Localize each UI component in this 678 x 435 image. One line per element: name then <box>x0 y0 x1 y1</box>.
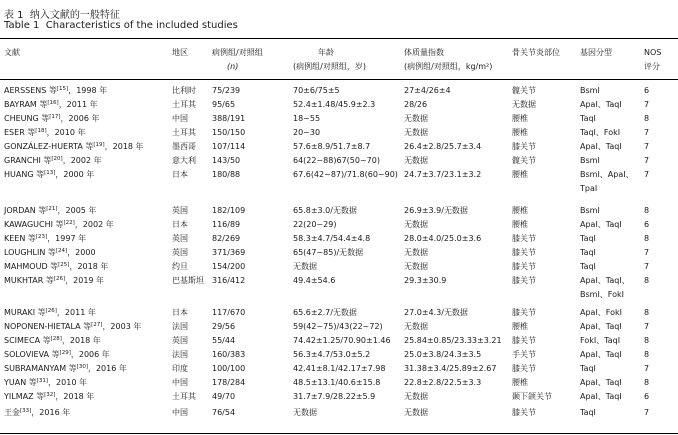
cell-gene: ApaI、TaqI <box>580 350 622 359</box>
cell-nos: 6 <box>644 220 650 229</box>
header-nos-line2: 评分 <box>644 62 660 71</box>
header-region: 地区 <box>172 48 188 57</box>
cell-region: 英国 <box>172 248 188 257</box>
header-joint: 骨关节炎部位 <box>512 48 560 57</box>
cell-bmi: 29.3±30.9 <box>404 276 447 285</box>
cell-n: 75/239 <box>212 86 241 95</box>
cell-n: 95/65 <box>212 100 236 109</box>
cell-gene: BsmI <box>580 156 600 165</box>
cell-n: 180/88 <box>212 170 241 179</box>
table-row <box>0 204 678 218</box>
cell-gene: ApaI、TaqI <box>580 100 622 109</box>
cell-age: 57.6±8.9/51.7±8.7 <box>293 142 371 151</box>
cell-gene: ApaI、TaqI、 <box>580 276 630 285</box>
cell-region: 日本 <box>172 220 188 229</box>
table-row <box>0 126 678 140</box>
cell-gene: TaqI <box>580 248 596 257</box>
header-age-line2: (病例组/对照组，岁) <box>293 62 366 71</box>
cell-gene: BsmI <box>580 86 600 95</box>
table-row <box>0 154 678 168</box>
cell-joint: 手关节 <box>512 350 536 359</box>
cell-joint: 膝关节 <box>512 262 536 271</box>
cell-age: 31.7±7.9/28.22±5.9 <box>293 392 376 401</box>
cell-bmi: 27.0±4.3/无数据 <box>404 308 468 317</box>
cell-age: 65.6±2.7/无数据 <box>293 308 357 317</box>
cell-study: ESER 等[18]，2010 年 <box>4 128 86 137</box>
cell-region: 土耳其 <box>172 392 196 401</box>
cell-region: 英国 <box>172 234 188 243</box>
cell-age: 67.6(42~87)/71.8(60~90) <box>293 170 398 179</box>
cell-study: LOUGHLIN 等[24]，2000 <box>4 248 96 257</box>
cell-age: 18~55 <box>293 114 321 123</box>
caption-en-title: Characteristics of the included studies <box>45 20 238 31</box>
caption-en-label: Table 1 <box>4 20 40 31</box>
cell-n: 82/269 <box>212 234 241 243</box>
cell-gene-cont: TpaI <box>580 184 598 193</box>
table-row <box>0 98 678 112</box>
table-header-rule <box>0 79 678 80</box>
cell-study: SOLOVIEVA 等[29]，2006 年 <box>4 350 110 359</box>
cell-n: 316/412 <box>212 276 246 285</box>
cell-n: 182/109 <box>212 206 246 215</box>
cell-region: 中国 <box>172 378 188 387</box>
cell-bmi: 28/26 <box>404 100 428 109</box>
table-caption-en <box>4 20 238 31</box>
cell-joint: 腰椎 <box>512 322 528 331</box>
cell-n: 371/369 <box>212 248 246 257</box>
cell-age: 20~30 <box>293 128 321 137</box>
cell-gene: ApaI、TaqI <box>580 142 622 151</box>
cell-age: 52.4±1.48/45.9±2.3 <box>293 100 376 109</box>
cell-gene-cont: BsmI、FokI <box>580 290 625 299</box>
cell-n: 178/284 <box>212 378 246 387</box>
table-row-continuation <box>0 183 678 195</box>
table-row <box>0 260 678 274</box>
cell-study: KAWAGUCHI 等[22]，2002 年 <box>4 220 114 229</box>
cell-n: 154/200 <box>212 262 246 271</box>
cell-joint: 颞下颌关节 <box>512 392 552 401</box>
cell-bmi: 26.4±2.8/25.7±3.4 <box>404 142 482 151</box>
caption-cn-title: 纳入文献的一般特征 <box>29 10 120 21</box>
cell-region: 土耳其 <box>172 100 196 109</box>
table-row <box>0 232 678 246</box>
cell-age: 56.3±4.7/53.0±5.2 <box>293 350 371 359</box>
cell-gene: ApaI、TaqI <box>580 392 622 401</box>
table-top-rule <box>0 38 678 39</box>
cell-study: HUANG 等[13]，2000 年 <box>4 170 95 179</box>
cell-gene: TaqI <box>580 114 596 123</box>
table-bottom-rule <box>0 433 678 434</box>
cell-age: 65.8±3.0/无数据 <box>293 206 357 215</box>
cell-study: MAHMOUD 等[25]，2018 年 <box>4 262 109 271</box>
cell-study: KEEN 等[23]，1997 年 <box>4 234 87 243</box>
cell-n: 55/44 <box>212 336 236 345</box>
cell-bmi: 无数据 <box>404 392 428 401</box>
cell-nos: 8 <box>644 350 650 359</box>
cell-age: 70±6/75±5 <box>293 86 340 95</box>
cell-joint: 无数据 <box>512 100 536 109</box>
cell-study: NOPONEN-HIETALA 等[27]，2003 年 <box>4 322 142 331</box>
cell-gene: BsmI、ApaI、 <box>580 170 634 179</box>
cell-bmi: 24.7±3.7/23.1±3.2 <box>404 170 482 179</box>
cell-joint: 腰椎 <box>512 114 528 123</box>
cell-study: SCIMECA 等[28]，2018 年 <box>4 336 101 345</box>
cell-nos: 7 <box>644 156 650 165</box>
cell-study: SUBRAMANYAM 等[30]，2016 年 <box>4 364 127 373</box>
cell-nos: 8 <box>644 378 650 387</box>
cell-nos: 7 <box>644 262 650 271</box>
cell-study: AERSSENS 等[15]，1998 年 <box>4 86 108 95</box>
cell-n: 150/150 <box>212 128 246 137</box>
cell-gene: ApaI、TaqI <box>580 322 622 331</box>
cell-gene: FokI、TaqI <box>580 336 621 345</box>
cell-n: 100/100 <box>212 364 246 373</box>
cell-joint: 膝关节 <box>512 248 536 257</box>
cell-bmi: 28.0±4.0/25.0±3.6 <box>404 234 482 243</box>
cell-region: 意大利 <box>172 156 196 165</box>
cell-bmi: 27±4/26±4 <box>404 86 451 95</box>
cell-joint: 髋关节 <box>512 156 536 165</box>
cell-nos: 7 <box>644 170 650 179</box>
cell-age: 48.5±13.1/40.6±15.8 <box>293 378 381 387</box>
table-row <box>0 320 678 334</box>
cell-nos: 7 <box>644 408 650 417</box>
cell-bmi: 无数据 <box>404 262 428 271</box>
table-row <box>0 406 678 420</box>
cell-gene: TaqI、FokI <box>580 128 621 137</box>
cell-age: 无数据 <box>293 408 317 417</box>
cell-bmi: 无数据 <box>404 114 428 123</box>
cell-study: BAYRAM 等[16]，2011 年 <box>4 100 98 109</box>
cell-region: 日本 <box>172 308 188 317</box>
cell-joint: 膝关节 <box>512 308 536 317</box>
cell-nos: 8 <box>644 114 650 123</box>
table-caption-cn <box>4 6 120 21</box>
cell-nos: 8 <box>644 206 650 215</box>
cell-bmi: 无数据 <box>404 322 428 331</box>
cell-gene: ApaI、TaqI <box>580 378 622 387</box>
cell-age: 59(42~75)/43(22~72) <box>293 322 383 331</box>
table-row <box>0 246 678 260</box>
cell-joint: 膝关节 <box>512 142 536 151</box>
cell-region: 英国 <box>172 206 188 215</box>
cell-n: 116/89 <box>212 220 241 229</box>
cell-n: 388/191 <box>212 114 246 123</box>
cell-region: 英国 <box>172 336 188 345</box>
cell-age: 49.4±54.6 <box>293 276 336 285</box>
cell-nos: 8 <box>644 234 650 243</box>
table-row <box>0 376 678 390</box>
table-row <box>0 362 678 376</box>
cell-bmi: 无数据 <box>404 408 428 417</box>
header-nos-line1: NOS <box>644 48 662 57</box>
cell-joint: 膝关节 <box>512 408 536 417</box>
cell-region: 法国 <box>172 322 188 331</box>
header-study: 文献 <box>4 48 20 57</box>
cell-bmi: 无数据 <box>404 156 428 165</box>
cell-age: 42.41±8.1/42.17±7.98 <box>293 364 386 373</box>
cell-bmi: 无数据 <box>404 128 428 137</box>
cell-nos: 7 <box>644 322 650 331</box>
cell-n: 107/114 <box>212 142 246 151</box>
table-row <box>0 168 678 182</box>
cell-nos: 7 <box>644 248 650 257</box>
cell-joint: 腰椎 <box>512 206 528 215</box>
header-n-line2: (n) <box>227 62 239 71</box>
cell-study: YUAN 等[31]，2010 年 <box>4 378 87 387</box>
table-row <box>0 390 678 404</box>
cell-nos: 8 <box>644 308 650 317</box>
cell-gene: TaqI <box>580 364 596 373</box>
cell-gene: ApaI、FokI <box>580 308 623 317</box>
cell-age: 64(22~88)67(50~70) <box>293 156 380 165</box>
header-age-line1: 年龄 <box>318 48 334 57</box>
cell-n: 29/56 <box>212 322 236 331</box>
table-row <box>0 348 678 362</box>
cell-age: 74.42±1.25/70.90±1.46 <box>293 336 391 345</box>
cell-age: 65(47~85)/无数据 <box>293 248 364 257</box>
cell-gene: BsmI <box>580 206 600 215</box>
cell-region: 日本 <box>172 170 188 179</box>
cell-study: MURAKI 等[26]，2011 年 <box>4 308 96 317</box>
header-gene: 基因分型 <box>580 48 612 57</box>
header-bmi-line2: (病例组/对照组，kg/m²) <box>404 62 493 71</box>
cell-n: 49/70 <box>212 392 236 401</box>
cell-nos: 8 <box>644 336 650 345</box>
cell-nos: 6 <box>644 86 650 95</box>
cell-nos: 7 <box>644 142 650 151</box>
cell-n: 76/54 <box>212 408 236 417</box>
cell-joint: 膝关节 <box>512 276 536 285</box>
cell-region: 巴基斯坦 <box>172 276 204 285</box>
cell-age: 无数据 <box>293 262 317 271</box>
header-n-line1: 病例组/对照组 <box>212 48 263 57</box>
cell-region: 中国 <box>172 408 188 417</box>
cell-region: 印度 <box>172 364 188 373</box>
cell-n: 160/383 <box>212 350 246 359</box>
table-row <box>0 140 678 154</box>
cell-n: 117/670 <box>212 308 246 317</box>
cell-gene: TaqI <box>580 408 596 417</box>
cell-bmi: 无数据 <box>404 248 428 257</box>
table-row <box>0 112 678 126</box>
cell-region: 比利时 <box>172 86 196 95</box>
cell-bmi: 25.84±0.85/23.33±3.21 <box>404 336 502 345</box>
cell-study: CHEUNG 等[17]，2006 年 <box>4 114 100 123</box>
cell-joint: 腰椎 <box>512 128 528 137</box>
cell-n: 143/50 <box>212 156 241 165</box>
cell-gene: TaqI <box>580 262 596 271</box>
cell-joint: 膝关节 <box>512 234 536 243</box>
caption-cn-label: 表 1 <box>4 10 24 21</box>
cell-joint: 膝关节 <box>512 364 536 373</box>
table-row <box>0 218 678 232</box>
cell-study: GONZÁLEZ-HUERTA 等[19]，2018 年 <box>4 142 144 151</box>
table-row <box>0 334 678 348</box>
cell-bmi: 22.8±2.8/22.5±3.3 <box>404 378 482 387</box>
table-row-continuation <box>0 289 678 301</box>
cell-joint: 腰椎 <box>512 378 528 387</box>
cell-nos: 6 <box>644 392 650 401</box>
cell-study: 王金[33]，2016 年 <box>4 408 71 417</box>
cell-joint: 腰椎 <box>512 170 528 179</box>
cell-joint: 髋关节 <box>512 86 536 95</box>
cell-bmi: 无数据 <box>404 220 428 229</box>
cell-region: 墨西哥 <box>172 142 196 151</box>
cell-gene: ApaI、TaqI <box>580 220 622 229</box>
cell-study: GRANCHI 等[20]，2002 年 <box>4 156 102 165</box>
cell-study: MUKHTAR 等[26]，2019 年 <box>4 276 105 285</box>
cell-age: 58.3±4.7/54.4±4.8 <box>293 234 371 243</box>
cell-region: 法国 <box>172 350 188 359</box>
cell-bmi: 26.9±3.9/无数据 <box>404 206 468 215</box>
cell-joint: 膝关节 <box>512 336 536 345</box>
cell-region: 中国 <box>172 114 188 123</box>
table-row <box>0 274 678 288</box>
cell-age: 22(20~29) <box>293 220 337 229</box>
header-bmi-line1: 体质量指数 <box>404 48 444 57</box>
cell-nos: 8 <box>644 276 650 285</box>
cell-nos: 7 <box>644 100 650 109</box>
cell-study: YILMAZ 等[32]，2018 年 <box>4 392 95 401</box>
cell-region: 土耳其 <box>172 128 196 137</box>
cell-bmi: 25.0±3.8/24.3±3.5 <box>404 350 482 359</box>
cell-study: JORDAN 等[21]，2005 年 <box>4 206 97 215</box>
cell-nos: 7 <box>644 128 650 137</box>
cell-bmi: 31.38±3.4/25.89±2.67 <box>404 364 497 373</box>
cell-nos: 7 <box>644 364 650 373</box>
cell-region: 约旦 <box>172 262 188 271</box>
table-row <box>0 306 678 320</box>
cell-joint: 腰椎 <box>512 220 528 229</box>
table-row <box>0 84 678 98</box>
cell-gene: TaqI <box>580 234 596 243</box>
